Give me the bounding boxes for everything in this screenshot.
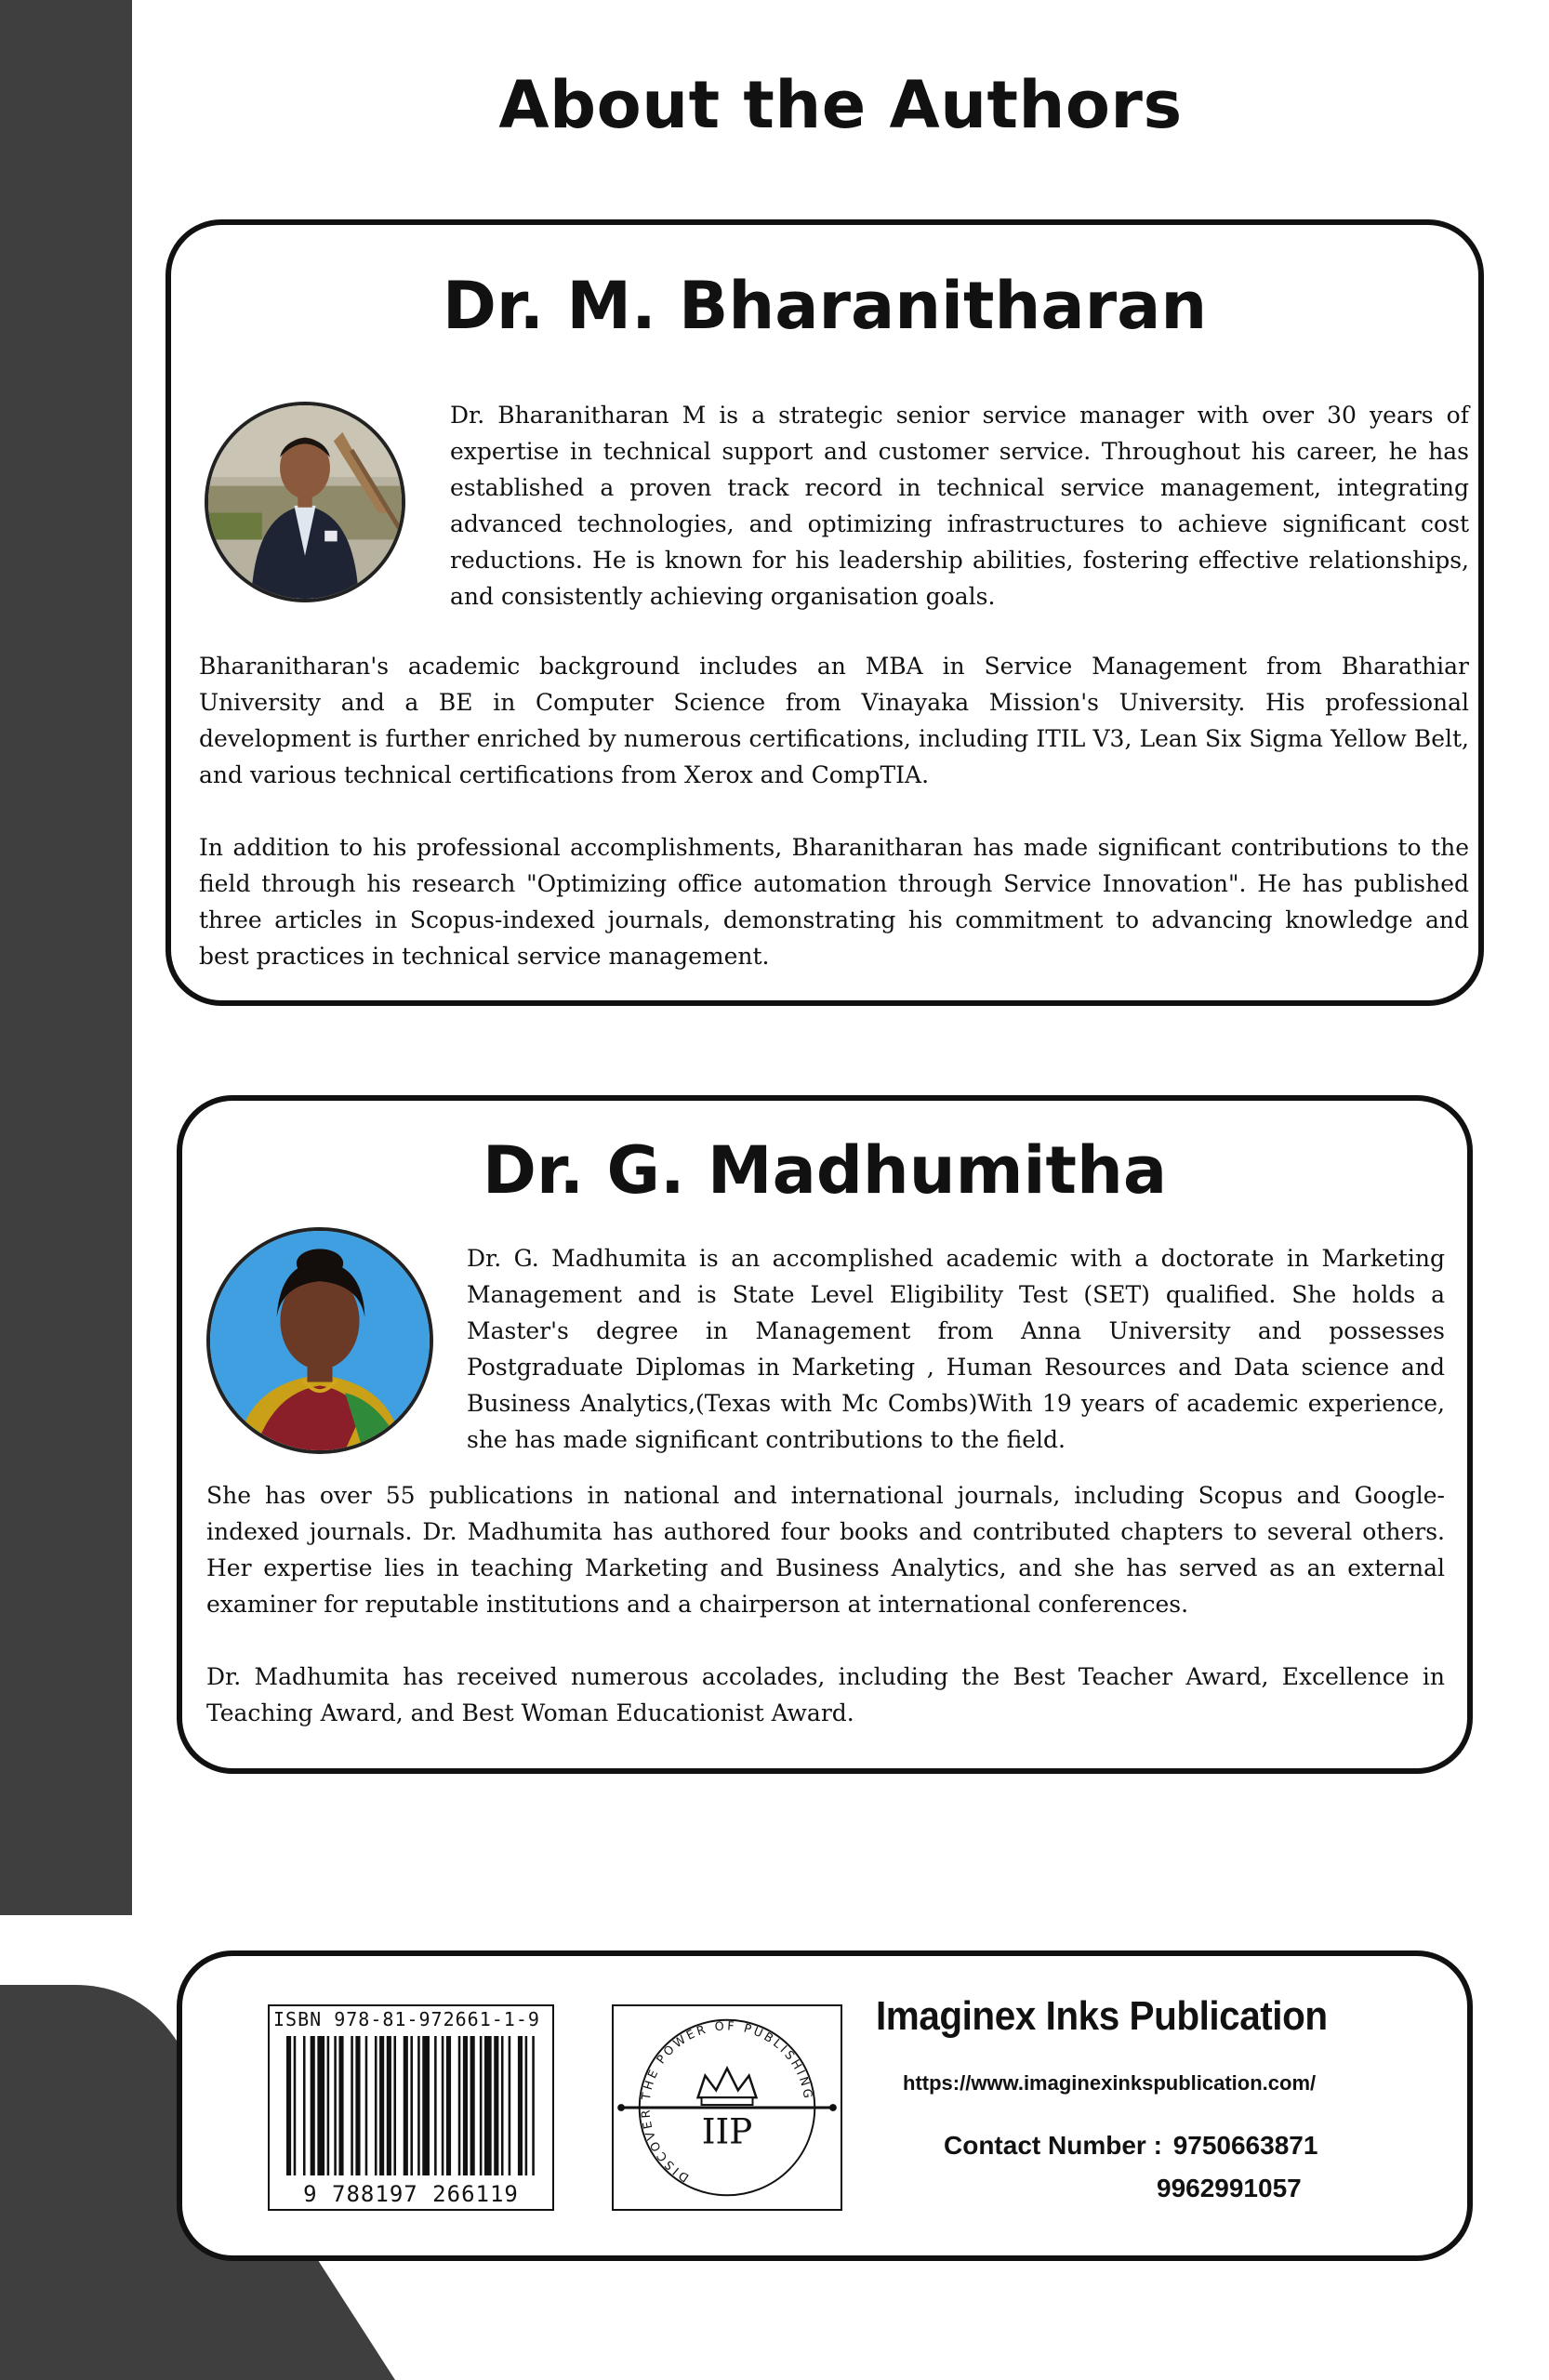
crown-logo-icon (614, 2006, 841, 2209)
isbn-label: ISBN 978-81-972661-1-9 (273, 2008, 540, 2030)
author-research-paragraph: In addition to his professional accomplishments, Bharanitharan has made significant contributions to the field through his research "Optimizing office automation through Service Innovation". He has published three articles in Scopus-indexed journals, demonstrating his commitment to advancing knowledge and best practices in technical service management. (199, 834, 1469, 970)
barcode-bar (317, 2036, 324, 2175)
barcode-bar (379, 2036, 384, 2175)
barcode-bar (501, 2036, 504, 2175)
barcode-bar (480, 2036, 483, 2175)
barcode-bar (525, 2036, 528, 2175)
barcode-bar (404, 2036, 408, 2175)
page-title: About the Authors (498, 67, 1183, 143)
author-awards-paragraph: Dr. Madhumita has received numerous accolades, including the Best Teacher Award, Excellence in Teaching Award, and Best Woman Educationist Award. (206, 1663, 1445, 1726)
author-photo (205, 402, 405, 602)
svg-text:IIP: IIP (701, 2110, 753, 2152)
barcode-bar (286, 2036, 291, 2175)
woman-portrait-icon (210, 1231, 430, 1450)
publisher-url-link[interactable]: https://www.imaginexinkspublication.com/ (903, 2071, 1317, 2095)
svg-text:DISCOVER THE POWER OF PUBLISHI: DISCOVER THE POWER OF PUBLISHING (639, 2019, 815, 2185)
contact-label: Contact Number : (944, 2131, 1162, 2160)
barcode-bar (458, 2036, 461, 2175)
author-name: Dr. M. Bharanitharan (442, 268, 1208, 344)
barcode-bar (417, 2036, 420, 2175)
author-card-bharanitharan (165, 219, 1484, 1006)
contact-number-primary: 9750663871 (1172, 2131, 1318, 2160)
isbn-barcode (268, 2004, 554, 2211)
barcode-bar (294, 2036, 297, 2175)
author-name: Dr. G. Madhumitha (482, 1132, 1168, 1209)
barcode-bar (463, 2036, 468, 2175)
publisher-card (177, 1950, 1473, 2261)
contact-number-secondary: 9962991057 (1157, 2174, 1302, 2202)
author-education-paragraph: Bharanitharan's academic background includes an MBA in Service Management from Bharathiar University and a BE in Computer Science from Vinayaka Mission's University. His professional development is further enriched by numerous certifications, including ITIL V3, Lean Six Sigma Yellow Belt, and various technical certifications from Xerox and CompTIA. (199, 653, 1469, 788)
barcode-bar (446, 2036, 451, 2175)
barcode-digits: 9 788197 266119 (303, 2181, 519, 2207)
barcode-bar (434, 2036, 437, 2175)
barcode-bar (470, 2036, 475, 2175)
barcode-bar (327, 2036, 330, 2175)
barcode-bar (484, 2036, 492, 2175)
barcode-bar (393, 2036, 396, 2175)
barcode-bar (334, 2036, 337, 2175)
barcode-bar (422, 2036, 430, 2175)
publisher-name: Imaginex Inks Publication (876, 1993, 1328, 2039)
barcode-bar (338, 2036, 343, 2175)
barcode-bar (351, 2036, 353, 2175)
left-decorative-band (0, 0, 132, 1915)
barcode-bar (303, 2036, 306, 2175)
author-photo (206, 1227, 433, 1454)
barcode-bar (375, 2036, 377, 2175)
barcode-bar (355, 2036, 360, 2175)
author-publications-paragraph: She has over 55 publications in national and international journals, including Scopus and Google-indexed journals. Dr. Madhumita has authored four books and contributed chapters to several others. Her expertise lies in teaching Marketing and Business Analytics, and she has served as an external examiner for reputable institutions and a chairperson at international conferences. (206, 1482, 1445, 1618)
author-card-madhumitha (177, 1095, 1473, 1774)
barcode-bar (410, 2036, 413, 2175)
man-portrait-icon (208, 405, 402, 599)
publisher-logo (612, 2004, 842, 2211)
barcode-bar (509, 2036, 511, 2175)
barcode-bar (532, 2036, 535, 2175)
barcode-bar (365, 2036, 368, 2175)
contact-number-row (940, 2131, 1317, 2161)
barcode-bar (442, 2036, 444, 2175)
barcode-bar (311, 2036, 315, 2175)
author-bio-paragraph: Dr. Bharanitharan M is a strategic senior service manager with over 30 years of expertise in technical support and customer service. Throughout his career, he has established a proven track record in technical service management, integrating advanced technologies, and optimizing infrastructures to achieve significant cost reductions. He is known for his leadership abilities, fostering effective relationships, and consistently achieving organisation goals. (450, 402, 1469, 610)
barcode-bar (387, 2036, 391, 2175)
band-notch (0, 1776, 132, 1915)
author-bio-paragraph: Dr. G. Madhumita is an accomplished academic with a doctorate in Marketing Management and is State Level Eligibility Test (SET) qualified. She holds a Master's degree in Management from Anna University and possesses Postgraduate Diplomas in Marketing , Human Resources and Data science and Business Analytics,(Texas with Mc Combs)With 19 years of academic experience, she has made significant contributions to the field. (467, 1245, 1445, 1453)
barcode-bar (494, 2036, 498, 2175)
barcode-bar (518, 2036, 523, 2175)
barcode-bars-icon (286, 2036, 539, 2175)
